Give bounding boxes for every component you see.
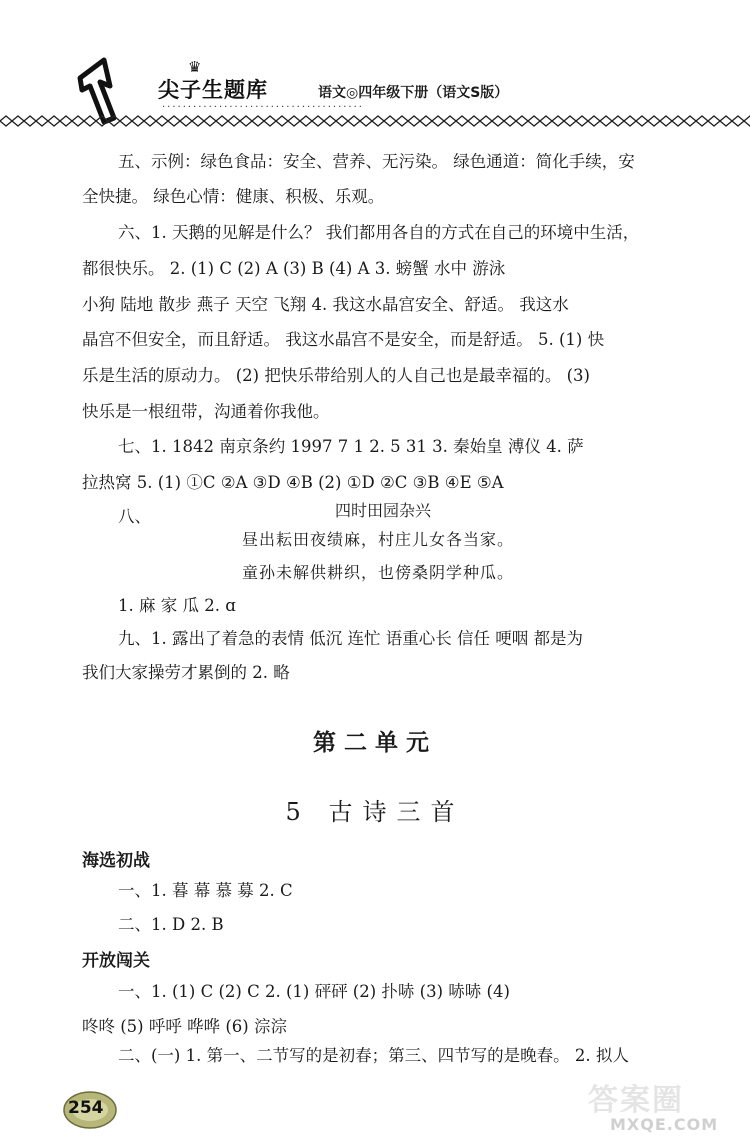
- answer-line: 快乐是一根纽带，沟通着你我他。: [82, 402, 330, 421]
- answer-line: 拉热窝 5. (1) ①C ②A ③D ④B (2) ①D ②C ③B ④E ⑤A: [82, 473, 504, 492]
- page-number-badge: [60, 1086, 124, 1130]
- poem-line: 昼出耘田夜绩麻，村庄儿女各当家。: [242, 530, 515, 549]
- watermark-top: 答案圈: [588, 1083, 684, 1118]
- section-heading: 开放闯关: [82, 951, 150, 971]
- answer-line: 六、1. 天鹅的见解是什么？ 我们都用各自的方式在自己的环境中生活，: [118, 223, 640, 242]
- answer-line: 五、示例：绿色食品：安全、营养、无污染。 绿色通道：简化手续，安: [118, 152, 635, 171]
- unit-title: 第二单元: [313, 730, 437, 756]
- answer-line: 七、1. 1842 南京条约 1997 7 1 2. 5 31 3. 秦始皇 溥仪 4. 萨: [118, 437, 584, 456]
- answer-line: 我们大家操劳才累倒的 2. 略: [82, 663, 290, 682]
- answer-line: 二、(一) 1. 第一、二节写的是初春；第三、四节写的是晚春。 2. 拟人: [118, 1046, 629, 1065]
- decorative-dots: ·······································: [162, 102, 364, 113]
- crown-icon: ♛: [188, 58, 203, 76]
- answer-line: 一、1. (1) C (2) C 2. (1) 砰砰 (2) 扑哧 (3) 哧哧 (4): [118, 982, 510, 1001]
- answer-line: 一、1. 暮 幕 慕 募 2. C: [118, 881, 293, 900]
- watermark: [570, 1075, 740, 1137]
- book-subtitle: 语文◎四年级下册（语文S版）: [318, 85, 509, 101]
- page-number: 254: [68, 1098, 104, 1118]
- answer-line: 咚咚 (5) 呼呼 哗哗 (6) 淙淙: [82, 1017, 287, 1036]
- answer-line: 乐是生活的原动力。 (2) 把快乐带给别人的人自己也是最幸福的。 (3): [82, 366, 590, 385]
- lesson-title: 5 古诗三首: [285, 798, 465, 826]
- decorative-border: [0, 114, 750, 128]
- poem-line: 童孙未解供耕织，也傍桑阴学种瓜。: [242, 563, 515, 582]
- brand-logo: [158, 58, 268, 104]
- answer-line: 九、1. 露出了着急的表情 低沉 连忙 语重心长 信任 哽咽 都是为: [118, 629, 583, 648]
- answer-line: 小狗 陆地 散步 燕子 天空 飞翔 4. 我这水晶宫安全、舒适。 我这水: [82, 295, 569, 314]
- poem-title: 四时田园杂兴: [335, 501, 432, 520]
- answer-line: 二、1. D 2. B: [118, 915, 224, 934]
- answer-line: 都很快乐。 2. (1) C (2) A (3) B (4) A 3. 螃蟹 水中 游泳: [82, 259, 506, 278]
- answer-line: 1. 麻 家 瓜 2. ɑ: [118, 596, 236, 615]
- answer-line: 全快捷。 绿色心情：健康、积极、乐观。: [82, 187, 385, 206]
- section-eight-label: 八、: [118, 507, 151, 526]
- watermark-bottom: MXQE.COM: [610, 1115, 719, 1134]
- answer-line: 晶宫不但安全，而且舒适。 我这水晶宫不是安全，而是舒适。 5. (1) 快: [82, 330, 605, 349]
- section-heading: 海选初战: [82, 851, 150, 871]
- brand-text: 尖子生题库: [158, 78, 268, 102]
